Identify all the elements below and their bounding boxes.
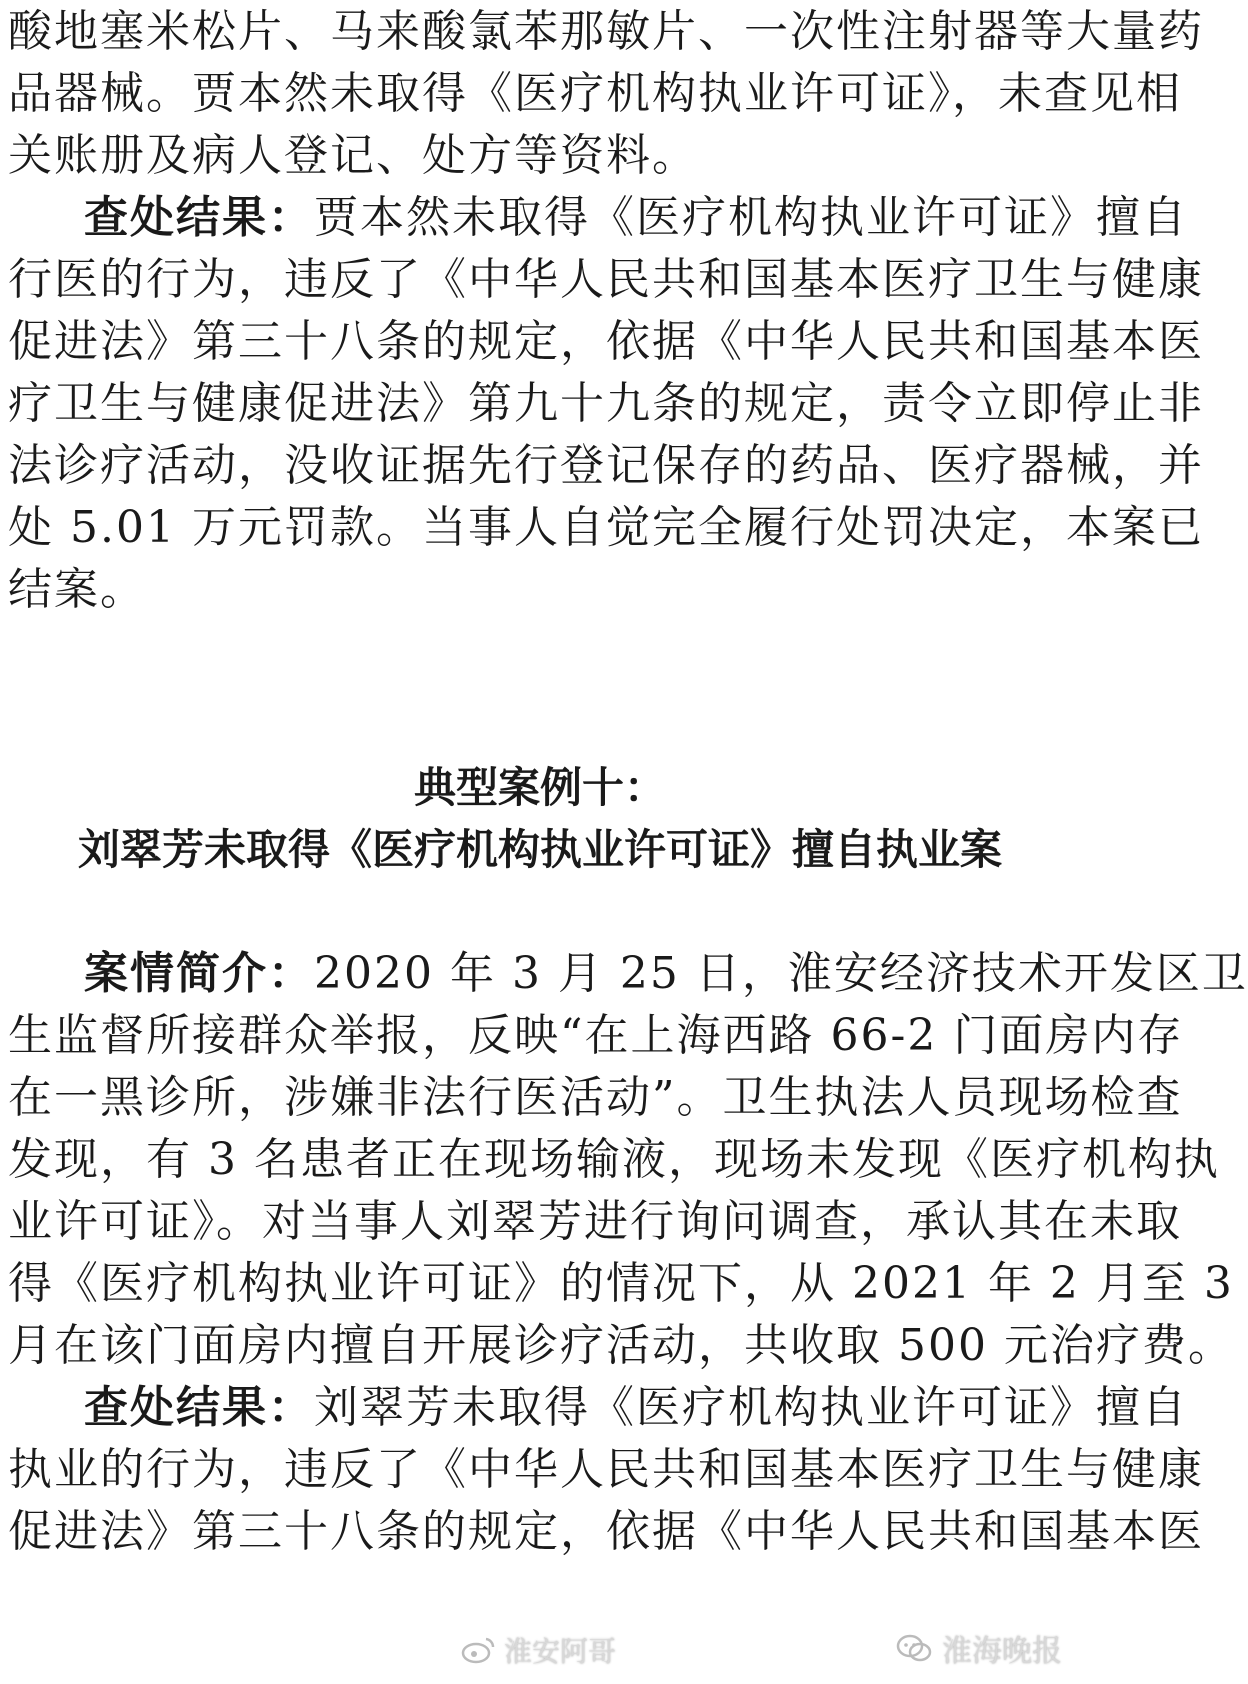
paragraph-line: 关账册及病人登记、处方等资料。 (8, 130, 698, 181)
paragraph-line: 生监督所接群众举报，反映“在上海西路 66-2 门面房内存 (8, 1010, 1184, 1061)
paragraph-line: 发现，有 3 名患者正在现场输液，现场未发现《医疗机构执 (8, 1134, 1220, 1185)
result-label: 查处结果： (84, 192, 314, 243)
watermark-right (896, 1618, 1062, 1678)
paragraph-line: 促进法》第三十八条的规定，依据《中华人民共和国基本医 (8, 316, 1204, 367)
summary-paragraph-first-line (8, 948, 1248, 1000)
paragraph-line: 行医的行为，违反了《中华人民共和国基本医疗卫生与健康 (8, 254, 1204, 305)
paragraph-line: 促进法》第三十八条的规定，依据《中华人民共和国基本医 (8, 1506, 1204, 1557)
paragraph-line: 酸地塞米松片、马来酸氯苯那敏片、一次性注射器等大量药 (8, 6, 1204, 57)
paragraph-line: 品器械。贾本然未取得《医疗机构执业许可证》，未查见相 (8, 68, 1182, 119)
case-title: 刘翠芳未取得《医疗机构执业许可证》擅自执业案 (77, 825, 1002, 874)
paragraph-line: 业许可证》。对当事人刘翠芳进行询问调查，承认其在未取 (8, 1196, 1182, 1247)
paragraph-line: 法诊疗活动，没收证据先行登记保存的药品、医疗器械，并 (8, 440, 1204, 491)
paragraph-line: 在一黑诊所，涉嫌非法行医活动”。卫生执法人员现场检查 (8, 1072, 1183, 1123)
result-paragraph-first-line (8, 1382, 1188, 1434)
result-text: 刘翠芳未取得《医疗机构执业许可证》擅自 (314, 1382, 1188, 1433)
wechat-icon (896, 1633, 932, 1663)
watermark-right-text: 淮海晚报 (942, 1634, 1062, 1669)
result-paragraph-first-line (8, 192, 1188, 244)
summary-text: 2020 年 3 月 25 日，淮安经济技术开发区卫 (314, 948, 1248, 999)
paragraph-line: 疗卫生与健康促进法》第九十九条的规定，责令立即停止非 (8, 378, 1204, 429)
watermark-left-text: 淮安阿哥 (504, 1635, 617, 1668)
paragraph-line: 月在该门面房内擅自开展诊疗活动，共收取 500 元治疗费。 (8, 1320, 1234, 1371)
summary-label: 案情简介： (84, 948, 314, 999)
watermark-left (460, 1630, 616, 1670)
result-label: 查处结果： (84, 1382, 314, 1433)
paragraph-line: 执业的行为，违反了《中华人民共和国基本医疗卫生与健康 (8, 1444, 1204, 1495)
case-heading: 典型案例十： (413, 763, 666, 812)
result-text: 贾本然未取得《医疗机构执业许可证》擅自 (314, 192, 1188, 243)
paragraph-line: 得《医疗机构执业许可证》的情况下，从 2021 年 2 月至 3 (8, 1258, 1234, 1309)
weibo-icon (460, 1635, 496, 1665)
paragraph-line: 结案。 (8, 564, 146, 615)
paragraph-line: 处 5.01 万元罚款。当事人自觉完全履行处罚决定，本案已 (8, 502, 1204, 553)
